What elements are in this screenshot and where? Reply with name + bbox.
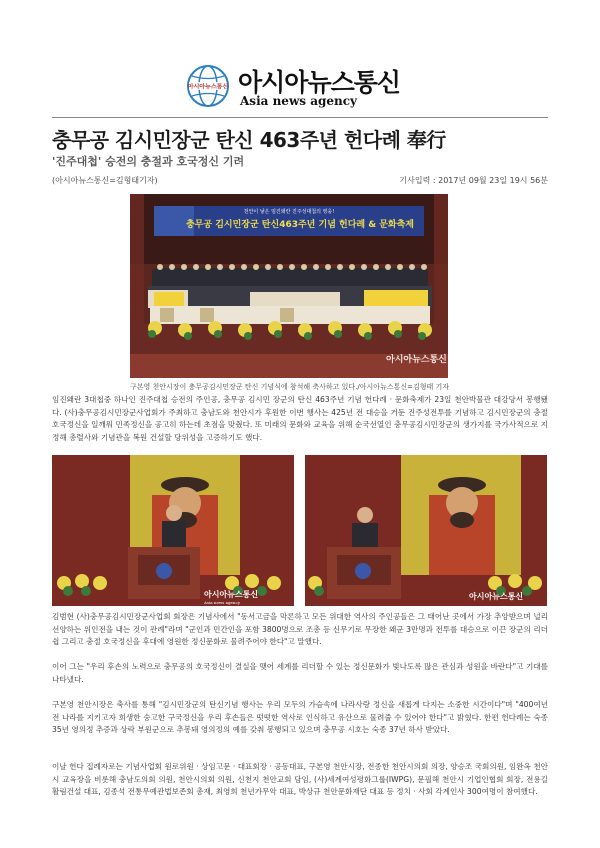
globe-logo-label: 아시아뉴스통신 [187,83,229,91]
brand-name-korean: 아시아뉴스통신 [238,68,401,97]
article-paragraph: 구본영 천안시장은 축사를 통해 "김시민장군의 탄신기념 행사는 우리 모두의 가슴속에 나라사랑 정신을 새롭게 다지는 소중한 시간이다"며 "400여년 전 나라를 지키고자 희생한 숭고한 구국정신을 우리 후손들은 떳떳한 역사로 인식하고 유산으로 물려줄 수 있어야 한다"고 밝혔다. 한편 헌다례는 숙종 35년 영의정 추증과 상락 부원군으로 추봉돼 영의정의 예를 갖춰 봉행되고 있으며 충무공 시호는 숙종 37년 하사 받았다. [52,700,548,735]
crowd [148,264,432,324]
article-headline: 충무공 김시민장군 탄신 463주년 헌다례 奉行 [52,128,446,152]
photo-watermark: 아시아뉴스통신 [386,355,447,365]
header-divider [52,117,548,118]
article-subtitle: '진주대첩' 승전의 충절과 호국정신 기려 [52,155,245,168]
speech-photo-right [305,455,547,606]
article-dateline: 기사입력 : 2017년 09월 23일 19시 56분 [399,176,548,185]
article-byline: (아시아뉴스통신=김형태기자) [52,176,158,185]
photo-watermark-en: Asia news agency [204,600,240,605]
group-photo [130,194,448,378]
banner-main-text: 충무공 김시민장군 탄신463주년 기념 헌다례 & 문화축제 [185,220,415,230]
globe-logo-icon [186,64,230,108]
banner-small-text: 천안이 낳은 임진왜란 진주성대첩의 영웅! [243,209,335,215]
article-paragraph: 이날 헌다 집례자로는 기념사업회 원로위원 · 상임고문 · 대표회장 · 공동대표, 구본영 천안시장, 전종한 천안시의회 의장, 양승조 국회의원, 임완옥 천안시 교육장을 비롯해 충남도의회 의원, 천안시의회 의원, 신천지 천안교회 담임, (사)세계여성평화그룹(IWPG), 문필해 천안시 기업인협회 회장, 전용길 활림건설 대표, 김종석 전통무예관법보존회 총재, 최영희 천년가무악 대표, 박상규 천안문화재단 대표 등 정치 · 사회 각계인사 300여명이 참여했다. [52,762,548,797]
photo-watermark: 아시아뉴스통신 [204,590,259,599]
speech-photo-left [52,455,294,606]
article-paragraph: 김범현 (사)충무공김시민장군사업회 회장은 기념사에서 "동서고금을 막론하고 모든 위대한 역사의 주인공들은 그 태어난 곳에서 가장 추앙받으며 널리 선양하는 위인전을 내는 것이 관례"라며 "군인과 민간인을 포함 3800명으로 조총 등 신무기로 무장한 왜군 3만명과 전투를 대승으로 이끈 장군의 리더쉽 그리고 충절 호국정신을 후대에 영원한 정신문화로 물려주어야 한다"고 말했다. [52,612,548,647]
brand-name-english: Asia news agency [240,94,358,108]
photo-caption: 구본영 천안시장이 충무공김시민장군 탄신 기념식에 참석해 축사하고 있다./아시아뉴스통신=김형태 기자 [130,383,450,391]
article-paragraph: 이어 그는 "우리 후손의 노력으로 충무공의 호국정신이 결실을 맺어 세계를 리더할 수 있는 정신문화가 빛나도록 많은 관심과 성원을 바란다"고 기대를 나타냈다. [52,662,548,684]
article-paragraph: 임진왜란 3대첩중 하나인 진주대첩 승전의 주인공, 충무공 김시민 장군의 탄신 463주년 기념 헌다례 · 문화축제가 23일 천안박물관 대강당서 봉행됐다. (사)충무공김시민장군사업회가 주최하고 충남도와 천안시가 후원한 이번 행사는 425년 전 대승을 거둔 진주성전투를 기념하고 김시민장군의 충절 호국정신을 일깨워 민족정신을 공고히 하는데 초점을 맞췄다. 또 미래의 문화와 교육을 위해 순국선열인 충무공김시민장군의 생가지를 국가사적으로 지정해 총렬사와 기념관을 복원 건설할 당위성을 고증하기도 했다. [52,395,548,442]
photo-watermark: 아시아뉴스통신 [469,592,524,601]
